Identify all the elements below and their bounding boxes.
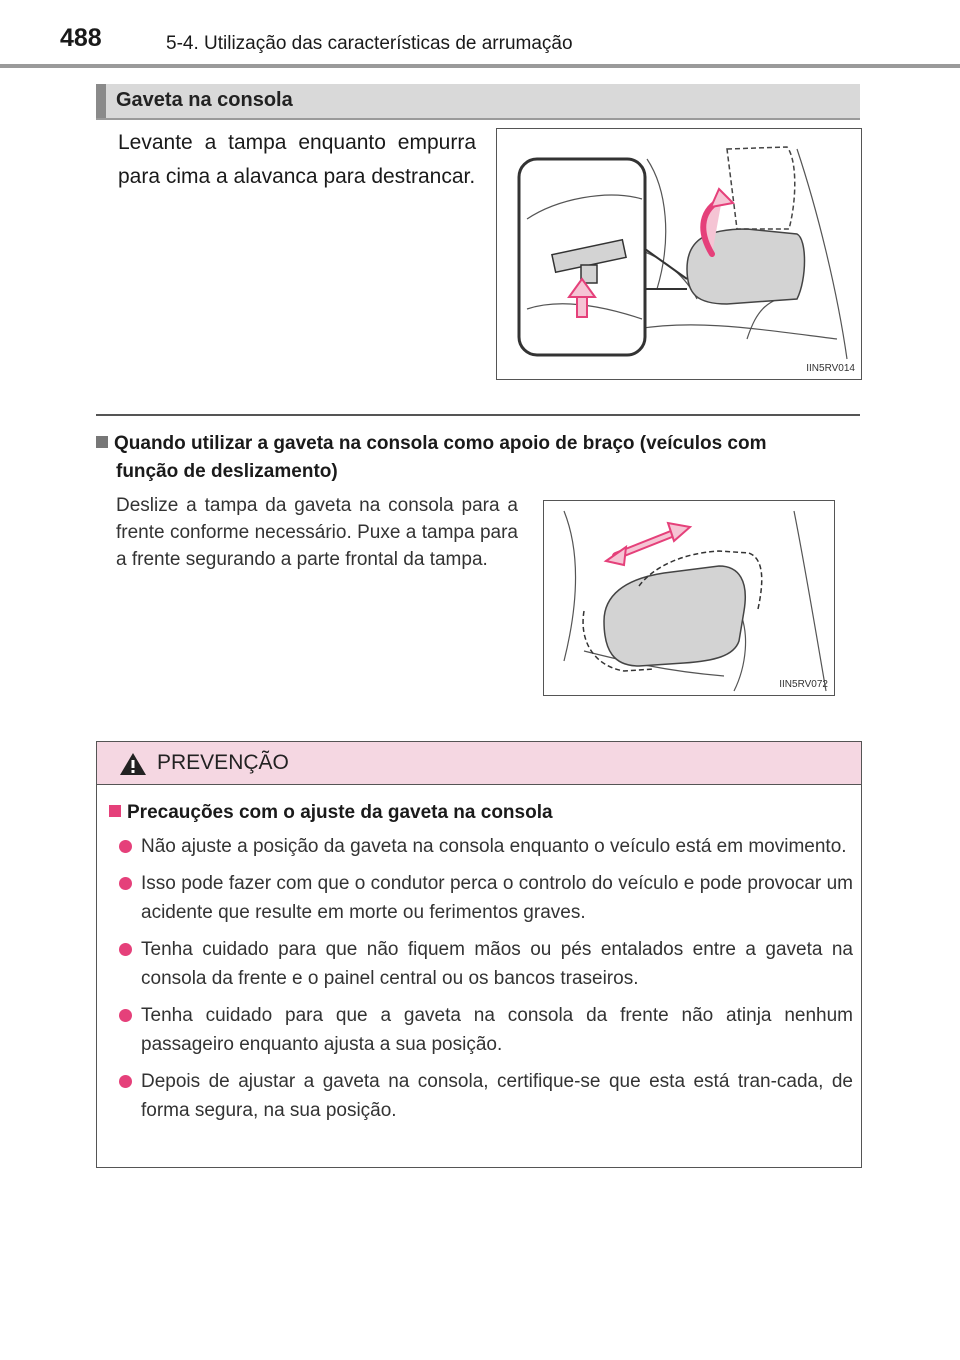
page-header: [60, 20, 920, 66]
warning-list: [119, 832, 853, 1133]
bullet-dot-icon: [119, 1075, 132, 1088]
warning-subheading: Precauções com o ajuste da gaveta na consola: [109, 802, 553, 824]
warning-item: Tenha cuidado para que não fiquem mãos ou pés entalados entre a gaveta na consola da frente e o painel central ou os bancos traseiros.: [119, 935, 853, 993]
section-title-bar: [96, 84, 860, 120]
figure-console-slide: [543, 500, 835, 696]
warning-item: Depois de ajustar a gaveta na consola, certifique-se que esta está tran-cada, de forma segura, na sua posição.: [119, 1067, 853, 1125]
warning-item: Não ajuste a posição da gaveta na consola enquanto o veículo está em movimento.: [119, 832, 853, 861]
warning-title: PREVENÇÃO: [157, 751, 289, 774]
console-lid-illustration: [497, 129, 861, 379]
figure-code: IIN5RV072: [779, 679, 828, 690]
section-divider: [96, 414, 860, 416]
figure-console-lid-open: [496, 128, 862, 380]
bullet-dot-icon: [119, 877, 132, 890]
square-bullet-icon: [109, 805, 121, 817]
warning-triangle-icon: [119, 752, 147, 776]
bullet-dot-icon: [119, 840, 132, 853]
instruction-text: Levante a tampa enquanto empurra para cima a alavanca para destrancar.: [118, 131, 476, 188]
square-bullet-icon: [96, 436, 108, 448]
page-number: 488: [60, 24, 102, 52]
bullet-dot-icon: [119, 943, 132, 956]
subsection-text: Deslize a tampa da gaveta na consola para a frente conforme necessário. Puxe a tampa para a frente segurando a parte frontal da tampa.: [116, 495, 518, 570]
warning-item: Isso pode fazer com que o condutor perca o controlo do veículo e pode provocar um acidente que resulte em morte ou ferimentos graves.: [119, 869, 853, 927]
warning-item: Tenha cuidado para que a gaveta na consola da frente não atinja nenhum passageiro enquanto ajusta a sua posição.: [119, 1001, 853, 1059]
console-slide-illustration: [544, 501, 834, 695]
header-divider: [0, 64, 960, 68]
warning-box: [96, 741, 862, 1168]
section-title: Gaveta na consola: [116, 89, 293, 111]
section-accent: [96, 84, 106, 118]
warning-header: [97, 742, 861, 785]
figure-code: IIN5RV014: [806, 363, 855, 374]
bullet-dot-icon: [119, 1009, 132, 1022]
subsection-heading: Quando utilizar a gaveta na consola como apoio de braço (veículos com função de deslizamento): [96, 430, 860, 486]
chapter-title: 5-4. Utilização das características de arrumação: [166, 33, 573, 54]
